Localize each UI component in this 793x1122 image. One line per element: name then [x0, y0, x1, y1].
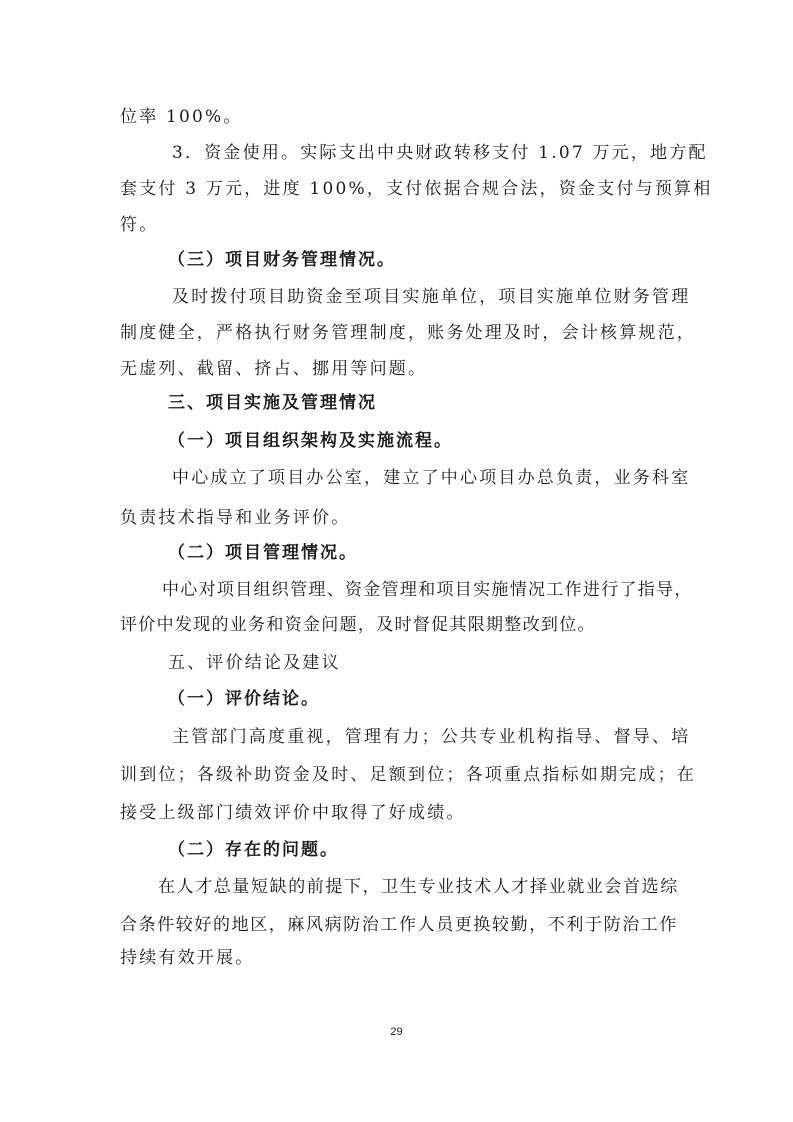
section-heading: （二）项目管理情况。 [168, 543, 358, 563]
body-text-line: 合条件较好的地区，麻风病防治工作人员更换较勤，不利于防治工作 [120, 915, 678, 935]
page-number: 29 [390, 1026, 403, 1038]
body-text-line: 制度健全，严格执行财务管理制度，账务处理及时，会计核算规范， [120, 323, 696, 343]
body-text-line: 评价中发现的业务和资金问题，及时督促其限期整改到位。 [120, 615, 596, 635]
body-text-line: 中心对项目组织管理、资金管理和项目实施情况工作进行了指导， [162, 580, 693, 600]
section-heading: （一）评价结论。 [168, 689, 320, 709]
body-text-line: 符。 [120, 215, 159, 235]
body-text-line: 在人才总量短缺的前提下，卫生专业技术人才择业就业会首选综 [158, 877, 679, 897]
body-text-line: 接受上级部门绩效评价中取得了好成绩。 [120, 803, 466, 823]
body-text-line: 主管部门高度重视，管理有力；公共专业机构指导、督导、培 [172, 727, 691, 747]
chapter-heading: 五、评价结论及建议 [168, 653, 341, 673]
body-text-line: 负责技术指导和业务评价。 [120, 508, 351, 528]
body-text-line: 训到位；各级补助资金及时、足额到位；各项重点指标如期完成；在 [120, 765, 696, 785]
section-heading: （一）项目组织架构及实施流程。 [168, 431, 453, 451]
body-text-line: 持续有效开展。 [120, 948, 255, 968]
body-text-line: 中心成立了项目办公室，建立了中心项目办总负责，业务科室 [172, 468, 691, 488]
section-heading: （二）存在的问题。 [168, 840, 339, 860]
body-text-line: 位率 100%。 [120, 107, 243, 127]
body-text-line: 3．资金使用。实际支出中央财政转移支付 1.07 万元，地方配 [172, 143, 708, 163]
chapter-heading: 三、项目实施及管理情况 [168, 393, 377, 413]
body-text-line: 无虚列、截留、挤占、挪用等问题。 [120, 359, 428, 379]
section-heading: （三）项目财务管理情况。 [168, 250, 396, 270]
body-text-line: 及时拨付项目助资金至项目实施单位，项目实施单位财务管理 [172, 287, 691, 307]
body-text-line: 套支付 3 万元，进度 100%，支付依据合规合法，资金支付与预算相 [120, 179, 713, 199]
